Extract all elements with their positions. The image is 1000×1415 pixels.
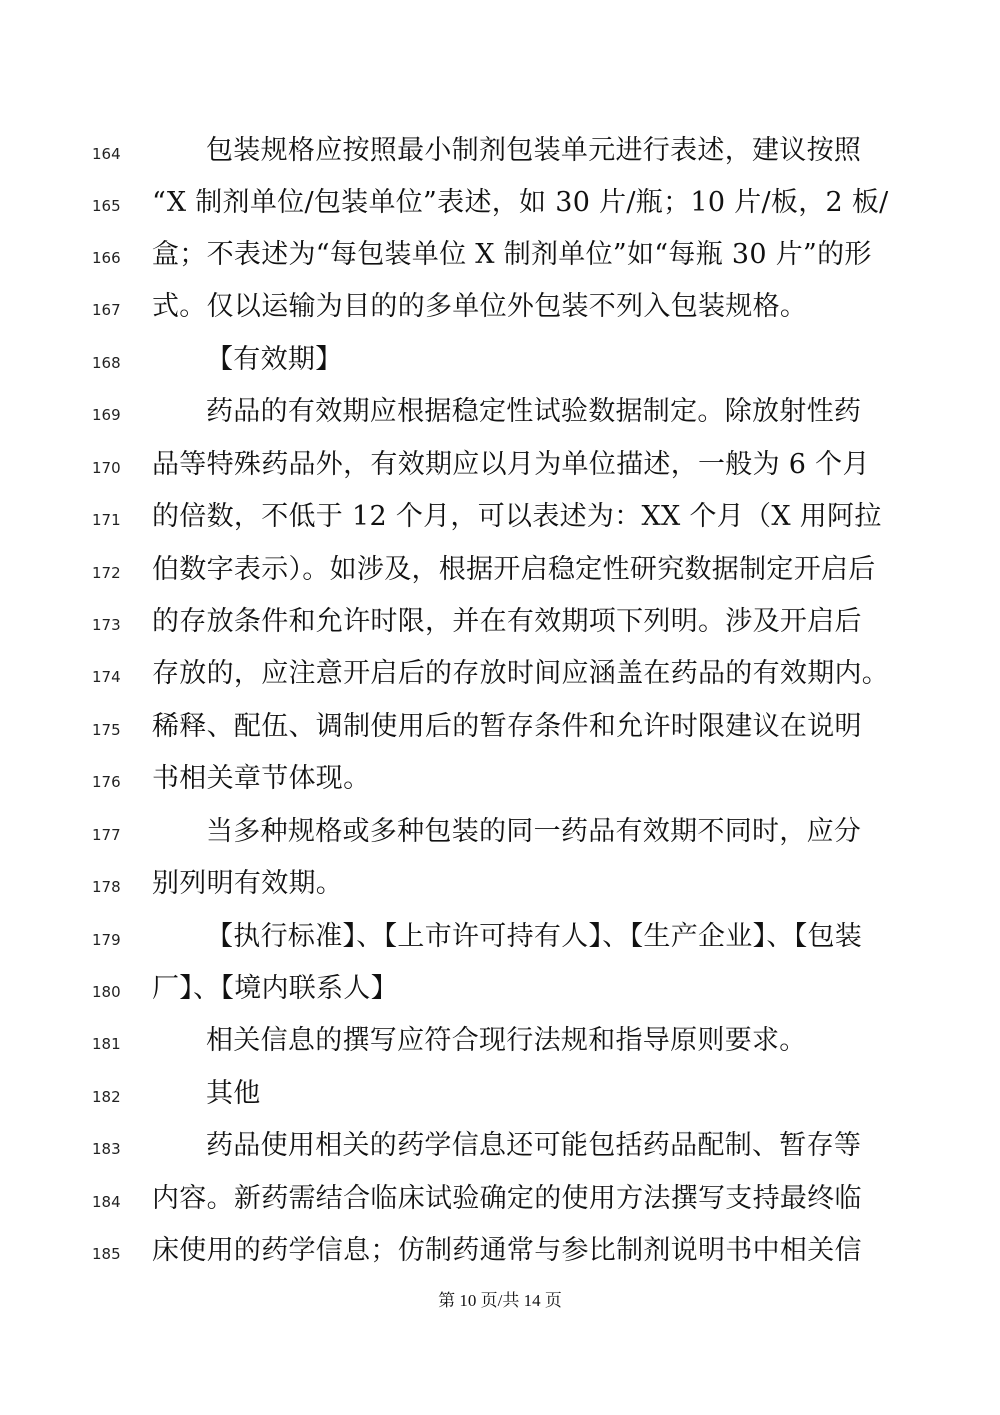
text-line (0, 1126, 1000, 1178)
text-line (0, 392, 1000, 444)
line-number: 174 (92, 668, 121, 686)
line-number: 168 (92, 354, 121, 372)
line-number: 178 (92, 878, 121, 896)
line-number: 171 (92, 511, 121, 529)
line-text: 药品的有效期应根据稳定性试验数据制定。除放射性药 (206, 396, 862, 427)
section-heading (0, 340, 1000, 392)
line-text: 床使用的药学信息；仿制药通常与参比制剂说明书中相关信 (152, 1235, 862, 1266)
text-line (0, 812, 1000, 864)
text-line (0, 759, 1000, 811)
line-text: 【有效期】 (206, 344, 343, 375)
line-number: 170 (92, 459, 121, 477)
line-number: 164 (92, 145, 121, 163)
line-number: 167 (92, 301, 121, 319)
line-number: 172 (92, 564, 121, 582)
line-text: 式。仅以运输为目的的多单位外包装不列入包装规格。 (152, 291, 808, 322)
line-number: 181 (92, 1035, 121, 1053)
line-text: 的倍数，不低于 12 个月，可以表述为：XX 个月（X 用阿拉 (152, 501, 882, 532)
line-number: 184 (92, 1193, 121, 1211)
line-text: 盒；不表述为“每包装单位 X 制剂单位”如“每瓶 30 片”的形 (152, 239, 872, 270)
text-line (0, 1231, 1000, 1283)
text-line (0, 1179, 1000, 1231)
section-heading (0, 1074, 1000, 1126)
text-line (0, 550, 1000, 602)
text-line (0, 602, 1000, 654)
line-number: 177 (92, 826, 121, 844)
line-text: 存放的，应注意开启后的存放时间应涵盖在药品的有效期内。 (152, 658, 890, 689)
line-text: 书相关章节体现。 (152, 763, 371, 794)
text-line (0, 235, 1000, 287)
text-line (0, 287, 1000, 339)
line-number: 179 (92, 931, 121, 949)
text-line (0, 497, 1000, 549)
text-line (0, 864, 1000, 916)
text-line (0, 183, 1000, 235)
line-text: 内容。新药需结合临床试验确定的使用方法撰写支持最终临 (152, 1183, 862, 1214)
line-number: 185 (92, 1245, 121, 1263)
line-text: 伯数字表示）。如涉及，根据开启稳定性研究数据制定开启后 (152, 554, 876, 585)
text-line (0, 131, 1000, 183)
line-text: 包装规格应按照最小制剂包装单元进行表述，建议按照 (206, 135, 862, 166)
text-line (0, 654, 1000, 706)
line-number: 183 (92, 1140, 121, 1158)
line-number: 169 (92, 406, 121, 424)
line-text: 别列明有效期。 (152, 868, 344, 899)
line-text: 其他 (206, 1078, 261, 1109)
line-number: 166 (92, 249, 121, 267)
text-line (0, 707, 1000, 759)
line-text: 品等特殊药品外，有效期应以月为单位描述，一般为 6 个月 (152, 449, 870, 480)
line-text: 药品使用相关的药学信息还可能包括药品配制、暂存等 (206, 1130, 862, 1161)
section-heading (0, 917, 1000, 969)
line-text: “X 制剂单位/包装单位”表述，如 30 片/瓶；10 片/板，2 板/ (152, 187, 889, 218)
line-number: 176 (92, 773, 121, 791)
line-number: 182 (92, 1088, 121, 1106)
page-footer: 第 10 页/共 14 页 (438, 1291, 562, 1310)
line-text: 稀释、配伍、调制使用后的暂存条件和允许时限建议在说明 (152, 711, 862, 742)
line-text: 的存放条件和允许时限，并在有效期项下列明。涉及开启后 (152, 606, 862, 637)
text-line (0, 445, 1000, 497)
line-number: 165 (92, 197, 121, 215)
line-text: 【执行标准】、【上市许可持有人】、【生产企业】、【包装 (206, 921, 863, 952)
line-number: 173 (92, 616, 121, 634)
line-number: 180 (92, 983, 121, 1001)
line-text: 当多种规格或多种包装的同一药品有效期不同时，应分 (206, 816, 862, 847)
line-text: 厂】、【境内联系人】 (152, 973, 398, 1004)
line-text: 相关信息的撰写应符合现行法规和指导原则要求。 (206, 1025, 807, 1056)
text-line (0, 1021, 1000, 1073)
section-heading (0, 969, 1000, 1021)
line-number: 175 (92, 721, 121, 739)
